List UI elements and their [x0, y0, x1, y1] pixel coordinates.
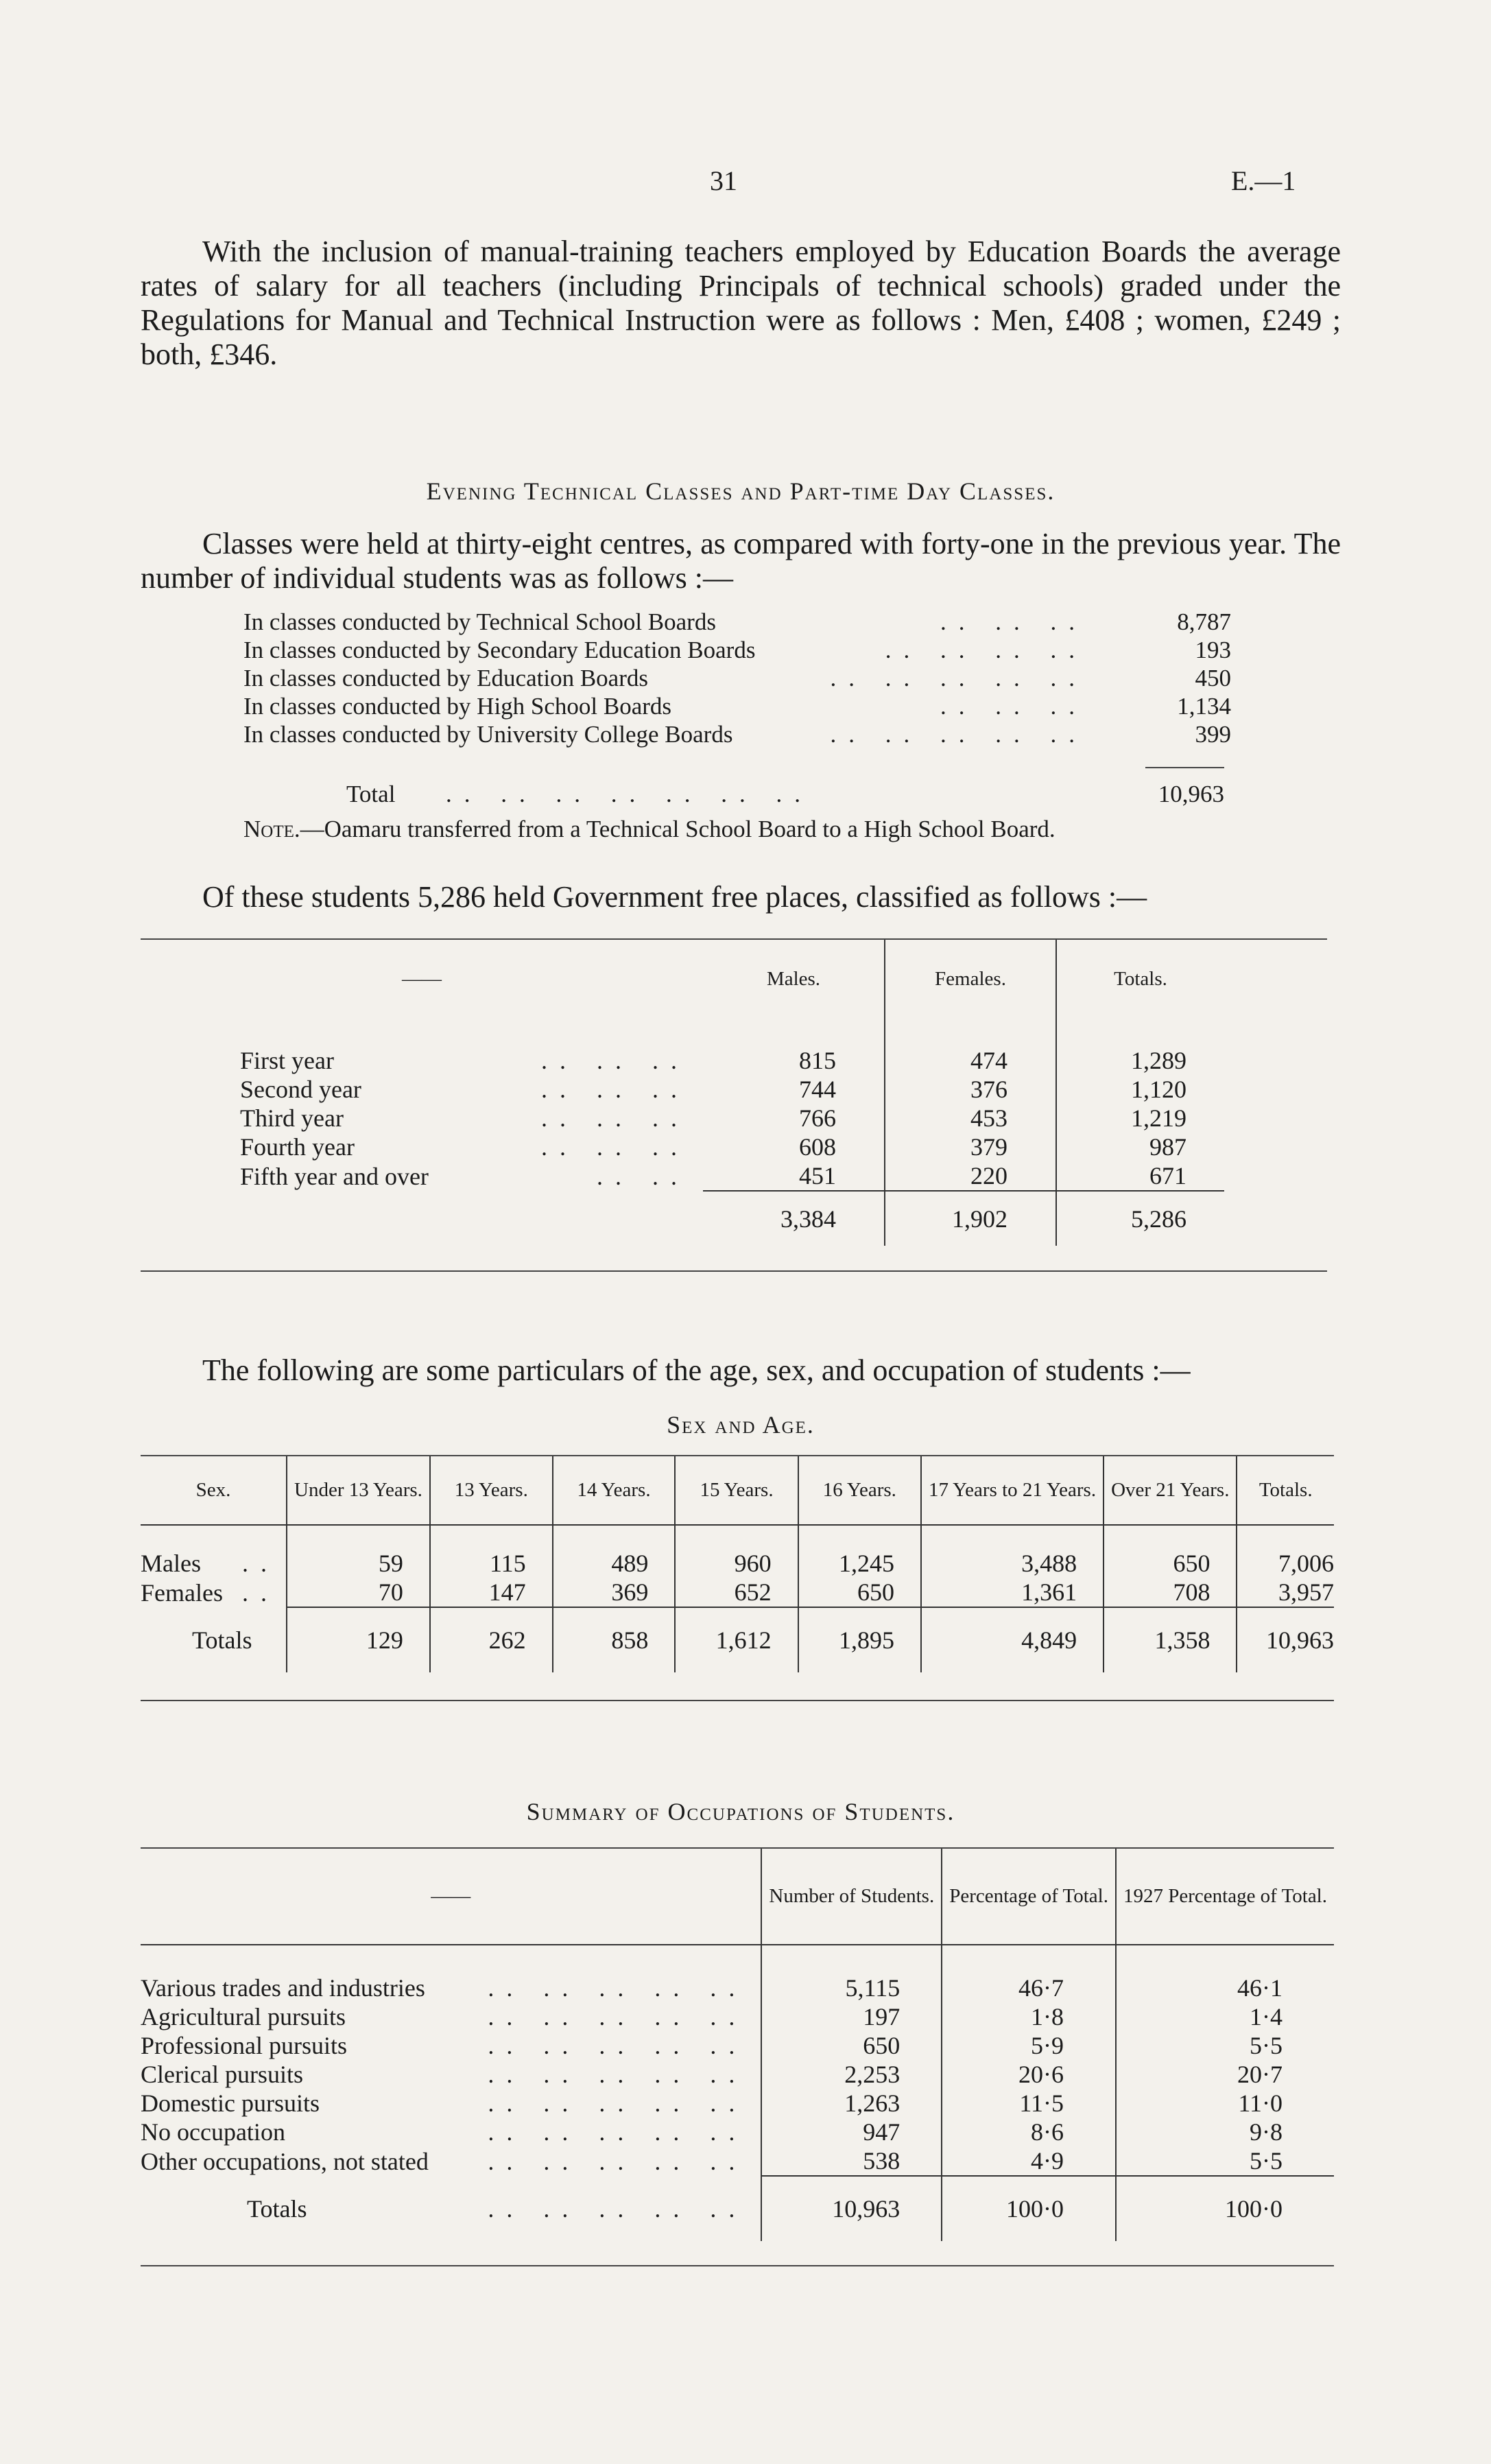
- occ-pct1927: 11·0: [1116, 2089, 1334, 2118]
- leader-dots: ..: [242, 1578, 280, 1607]
- occupations-table: [141, 1849, 1334, 2241]
- spacer-cell: [553, 1525, 676, 1549]
- occupation-row: [141, 2118, 1334, 2146]
- fp-header-blank: ——: [402, 968, 442, 990]
- sex-age-bottom-rule: [141, 1700, 1334, 1701]
- sa-row-label: Males: [141, 1550, 201, 1577]
- sa-row-label: Females: [141, 1578, 223, 1607]
- free-places-row: [141, 1161, 1224, 1191]
- occ-pct1927: 5·5: [1116, 2146, 1334, 2176]
- sa-value: 147: [430, 1578, 553, 1607]
- occ-row-label-cell: [141, 2031, 761, 2060]
- spacer-cell: [703, 1019, 885, 1046]
- occ-row-label: Professional pursuits: [141, 2032, 347, 2059]
- occupation-row: [141, 1974, 1334, 2002]
- sa-total-value: 4,849: [921, 1607, 1104, 1672]
- occ-row-label-cell: [141, 2146, 761, 2176]
- fp-totals-blank: [141, 1191, 703, 1246]
- leader-dots: .. ..: [597, 1162, 689, 1190]
- sex-age-table: [141, 1456, 1334, 1672]
- note: [243, 816, 1055, 843]
- sex-age-heading: Sex and Age.: [667, 1411, 815, 1438]
- fp-males: 766: [799, 1104, 836, 1132]
- spacer-cell: [885, 1019, 1056, 1046]
- leader-dots: .. .. .. .. ..: [488, 2061, 748, 2088]
- sa-total-value: 1,895: [798, 1607, 921, 1672]
- occ-pct: 5·9: [942, 2031, 1116, 2060]
- occ-pct: 8·6: [942, 2118, 1116, 2146]
- free-places-row: [141, 1133, 1224, 1161]
- fp-row-label: Third year: [240, 1104, 344, 1132]
- leader-dots: .. .. ..: [541, 1104, 689, 1132]
- occupations-bottom-rule: [141, 2265, 1334, 2266]
- fp-females: 453: [885, 1104, 1056, 1133]
- fp-totals: 987: [1056, 1133, 1224, 1161]
- occ-number: 5,115: [761, 1974, 942, 2002]
- fp-row-label-cell: [141, 1104, 703, 1133]
- occ-row-label: Agricultural pursuits: [141, 2003, 346, 2030]
- sa-value: 1,245: [798, 1549, 921, 1578]
- occ-pct1927: 9·8: [1116, 2118, 1334, 2146]
- spacer-row: [141, 1019, 1224, 1046]
- occ-header-pct: Percentage of Total.: [942, 1849, 1116, 1945]
- sex-age-totals-row: [141, 1607, 1334, 1672]
- document-reference: E.—1: [1231, 165, 1296, 196]
- spacer-cell: [141, 1525, 287, 1549]
- board-row-label: In classes conducted by Education Boards: [243, 665, 648, 691]
- sa-total-value: 858: [553, 1607, 676, 1672]
- leader-dots: .. .. .. .. ..: [830, 665, 1087, 691]
- free-places-row: [141, 1075, 1224, 1104]
- sa-value: 3,957: [1237, 1578, 1334, 1607]
- occ-number: 947: [761, 2118, 942, 2146]
- free-places-table: [141, 940, 1224, 1246]
- occ-pct: 20·6: [942, 2060, 1116, 2089]
- occ-total-number: 10,963: [761, 2176, 942, 2241]
- sa-total-value: 1,358: [1104, 1607, 1237, 1672]
- fp-header-males: Males.: [766, 968, 821, 990]
- fp-row-label-cell: [141, 1075, 703, 1104]
- spacer-cell: [761, 1945, 942, 1974]
- board-row-label-cell: [243, 636, 1087, 664]
- evening-classes-heading: Evening Technical Classes and Part-time Day Classes.: [426, 477, 1055, 505]
- leader-dots: .. .. .. .. ..: [488, 2194, 748, 2223]
- leader-dots: .. .. ..: [940, 693, 1087, 720]
- sa-value: 708: [1104, 1578, 1237, 1607]
- sex-age-row: [141, 1549, 1334, 1578]
- occ-number: 650: [761, 2031, 942, 2060]
- occ-pct1927: 5·5: [1116, 2031, 1334, 2060]
- board-row: [243, 692, 1231, 720]
- occ-row-label-cell: [141, 1974, 761, 2002]
- sa-total-value: 129: [287, 1607, 430, 1672]
- particulars-paragraph: The following are some particulars of the age, sex, and occupation of students :—: [202, 1353, 1191, 1387]
- fp-males: 451: [799, 1162, 836, 1189]
- spacer-cell: [1104, 1525, 1237, 1549]
- sa-header: Totals.: [1237, 1456, 1334, 1525]
- sa-total-value: 1,612: [675, 1607, 798, 1672]
- sa-header: 16 Years.: [798, 1456, 921, 1525]
- fp-row-label-cell: [141, 1161, 703, 1191]
- sa-header: 14 Years.: [553, 1456, 676, 1525]
- note-prefix: Note.: [243, 816, 300, 842]
- leader-dots: .. .. ..: [541, 1133, 689, 1161]
- evening-classes-paragraph: Classes were held at thirty-eight centres, as compared with forty-one in the previous year. The number of individual students was as follows :—: [141, 527, 1341, 595]
- fp-totals: 671: [1056, 1161, 1224, 1191]
- spacer-cell: [1237, 1525, 1334, 1549]
- board-row-label-cell: [243, 692, 1087, 720]
- board-row-value: 399: [1195, 721, 1231, 748]
- fp-males: 608: [799, 1133, 836, 1161]
- sa-value: 652: [675, 1578, 798, 1607]
- sex-age-row: [141, 1578, 1334, 1607]
- occupation-row: [141, 2146, 1334, 2176]
- leader-dots: .. .. ..: [541, 1076, 689, 1103]
- sa-header: Sex.: [195, 1479, 231, 1501]
- sa-header: 17 Years to 21 Years.: [921, 1456, 1104, 1525]
- spacer-row: [141, 1945, 1334, 1974]
- fp-row-label-cell: [141, 1133, 703, 1161]
- occ-row-label-cell: [141, 2118, 761, 2146]
- spacer-cell: [675, 1525, 798, 1549]
- sa-value: 7,006: [1237, 1549, 1334, 1578]
- spacer-cell: [141, 1019, 703, 1046]
- fp-totals: 1,120: [1056, 1075, 1224, 1104]
- sa-value: 650: [1104, 1549, 1237, 1578]
- occ-number: 197: [761, 2002, 942, 2031]
- occ-header-blank: ——: [431, 1885, 471, 1907]
- sa-value: 3,488: [921, 1549, 1104, 1578]
- sa-value: 115: [430, 1549, 553, 1578]
- occ-pct: 46·7: [942, 1974, 1116, 2002]
- spacer-cell: [1056, 1019, 1224, 1046]
- board-row-label-cell: [243, 664, 1087, 692]
- occ-header-number: Number of Students.: [761, 1849, 942, 1945]
- occ-row-label: No occupation: [141, 2118, 285, 2146]
- fp-total-totals: 5,286: [1056, 1191, 1224, 1246]
- board-row: [243, 664, 1231, 692]
- occ-header-pct1927: 1927 Percentage of Total.: [1116, 1849, 1334, 1945]
- board-row: [243, 608, 1231, 636]
- board-row-label: In classes conducted by Secondary Education Boards: [243, 637, 756, 663]
- spacer-cell: [921, 1525, 1104, 1549]
- occ-pct1927: 46·1: [1116, 1974, 1334, 2002]
- board-row: [243, 720, 1231, 748]
- fp-males: 815: [799, 1047, 836, 1074]
- occupation-totals-row: [141, 2176, 1334, 2241]
- sa-value: 369: [553, 1578, 676, 1607]
- sa-header: 13 Years.: [430, 1456, 553, 1525]
- fp-totals: 1,219: [1056, 1104, 1224, 1133]
- occ-row-label: Domestic pursuits: [141, 2089, 320, 2117]
- board-row-value: 193: [1195, 637, 1231, 663]
- total-leader-dots: .. .. .. .. .. .. ..: [446, 781, 813, 807]
- leader-dots: .. .. .. .. ..: [488, 2032, 748, 2059]
- fp-total-females: 1,902: [885, 1191, 1056, 1246]
- occ-row-label-cell: [141, 2089, 761, 2118]
- board-row-value: 1,134: [1177, 693, 1231, 720]
- sa-row-label-cell: [141, 1578, 287, 1607]
- free-places-row: [141, 1046, 1224, 1075]
- fp-males: 744: [799, 1076, 836, 1103]
- total-value: 10,963: [1158, 781, 1224, 807]
- sa-value: 650: [798, 1578, 921, 1607]
- free-places-row: [141, 1104, 1224, 1133]
- fp-header-females: Females.: [885, 940, 1056, 1019]
- board-row: [243, 636, 1231, 664]
- leader-dots: .. .. .. .. ..: [488, 2003, 748, 2030]
- board-row-label-cell: [243, 608, 1087, 636]
- fp-row-label-cell: [141, 1046, 703, 1075]
- board-row-label: In classes conducted by University College Boards: [243, 721, 733, 748]
- free-places-paragraph: Of these students 5,286 held Government free places, classified as follows :—: [202, 880, 1147, 914]
- occ-pct: 1·8: [942, 2002, 1116, 2031]
- occ-pct1927: 20·7: [1116, 2060, 1334, 2089]
- occupation-row: [141, 2089, 1334, 2118]
- occ-pct1927: 1·4: [1116, 2002, 1334, 2031]
- leader-dots: .. .. .. .. ..: [488, 1974, 748, 2002]
- leader-dots: .. .. ..: [541, 1047, 689, 1074]
- free-places-totals-row: [141, 1191, 1224, 1246]
- spacer-cell: [1116, 1945, 1334, 1974]
- occupation-row: [141, 2060, 1334, 2089]
- sa-row-label-cell: [141, 1549, 287, 1578]
- board-row-label: In classes conducted by High School Boards: [243, 693, 672, 720]
- leader-dots: .. .. ..: [940, 608, 1087, 635]
- sa-value: 59: [287, 1549, 430, 1578]
- sa-total-value: 262: [430, 1607, 553, 1672]
- spacer-cell: [430, 1525, 553, 1549]
- board-row-label-cell: [243, 720, 1087, 748]
- occ-totals-label: Totals: [247, 2194, 307, 2223]
- fp-totals: 1,289: [1056, 1046, 1224, 1075]
- occ-row-label-cell: [141, 2060, 761, 2089]
- board-row-label: In classes conducted by Technical School Boards: [243, 608, 716, 635]
- fp-row-label: Fifth year and over: [240, 1162, 429, 1190]
- note-text: —Oamaru transferred from a Technical School Board to a High School Board.: [300, 816, 1055, 842]
- occupations-heading: Summary of Occupations of Students.: [526, 1798, 955, 1825]
- intro-paragraph: With the inclusion of manual-training teachers employed by Education Boards the average rates of salary for all teachers (including Principals of technical schools) graded under the Regulations for Manual and Technical Instruction were as follows : Men, £408 ; women, £249 ; both, £346.: [141, 235, 1341, 371]
- fp-females: 474: [885, 1046, 1056, 1075]
- occ-row-label: Clerical pursuits: [141, 2061, 303, 2088]
- spacer-cell: [942, 1945, 1116, 1974]
- sa-totals-label: Totals: [192, 1626, 252, 1654]
- leader-dots: .. .. .. .. ..: [830, 721, 1087, 748]
- board-row-value: 450: [1195, 665, 1231, 691]
- sa-total-value: 10,963: [1237, 1607, 1334, 1672]
- sa-value: 1,361: [921, 1578, 1104, 1607]
- page-number: 31: [710, 165, 737, 196]
- occ-row-label: Various trades and industries: [141, 1974, 425, 2002]
- occ-pct: 4·9: [942, 2146, 1116, 2176]
- sa-value: 489: [553, 1549, 676, 1578]
- leader-dots: ..: [242, 1550, 280, 1577]
- occ-row-label-cell: [141, 2002, 761, 2031]
- fp-females: 379: [885, 1133, 1056, 1161]
- fp-header-totals: Totals.: [1056, 940, 1224, 1019]
- board-row-value: 8,787: [1177, 608, 1231, 635]
- occ-number: 1,263: [761, 2089, 942, 2118]
- occ-pct: 11·5: [942, 2089, 1116, 2118]
- students-by-board-list: [243, 608, 1231, 748]
- total-label: Total: [346, 781, 396, 807]
- spacer-cell: [798, 1525, 921, 1549]
- spacer-row: [141, 1525, 1334, 1549]
- free-places-bottom-rule: [141, 1270, 1327, 1272]
- leader-dots: .. .. .. .. ..: [488, 2118, 748, 2146]
- leader-dots: .. .. .. .. ..: [488, 2147, 748, 2175]
- fp-row-label: Second year: [240, 1076, 361, 1103]
- fp-females: 220: [885, 1161, 1056, 1191]
- fp-total-males: 3,384: [703, 1191, 885, 1246]
- sa-header: Over 21 Years.: [1104, 1456, 1237, 1525]
- occupation-row: [141, 2002, 1334, 2031]
- sa-value: 960: [675, 1549, 798, 1578]
- occ-number: 538: [761, 2146, 942, 2176]
- occ-total-pct1927: 100·0: [1116, 2176, 1334, 2241]
- leader-dots: .. .. .. ..: [885, 637, 1087, 663]
- sa-header: 15 Years.: [675, 1456, 798, 1525]
- total-rule: [1145, 767, 1224, 768]
- occ-row-label: Other occupations, not stated: [141, 2147, 429, 2175]
- spacer-cell: [141, 1945, 761, 1974]
- occ-number: 2,253: [761, 2060, 942, 2089]
- spacer-cell: [287, 1525, 430, 1549]
- sa-header: Under 13 Years.: [287, 1456, 430, 1525]
- fp-row-label: Fourth year: [240, 1133, 355, 1161]
- leader-dots: .. .. .. .. ..: [488, 2089, 748, 2117]
- fp-row-label: First year: [240, 1047, 334, 1074]
- fp-females: 376: [885, 1075, 1056, 1104]
- occupation-row: [141, 2031, 1334, 2060]
- occ-totals-label-cell: [141, 2176, 761, 2241]
- occ-total-pct: 100·0: [942, 2176, 1116, 2241]
- sa-value: 70: [287, 1578, 430, 1607]
